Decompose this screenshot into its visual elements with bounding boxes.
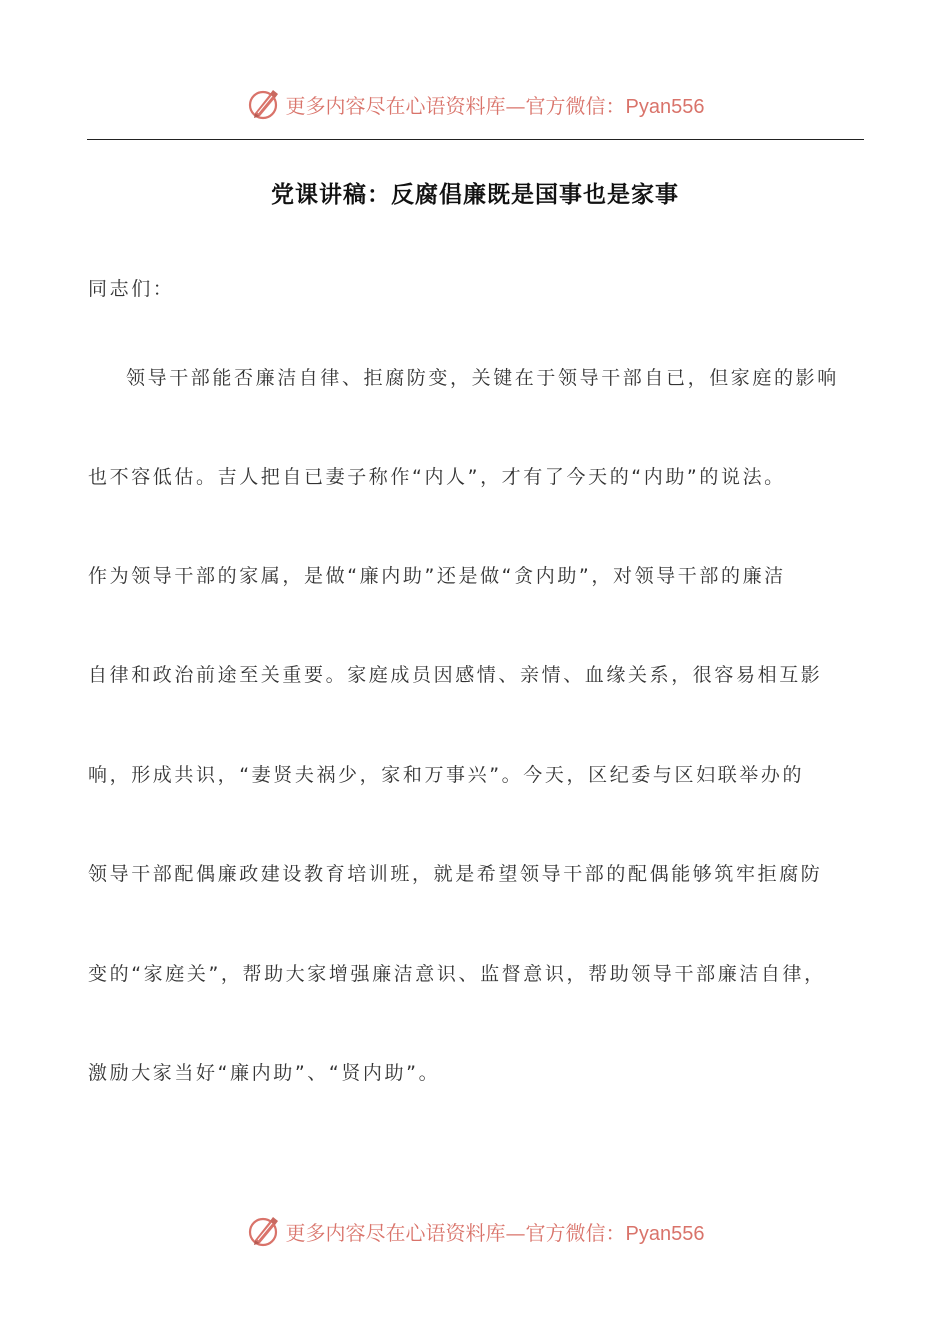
header-banner-text: 更多内容尽在心语资料库—官方微信：Pyan556 bbox=[285, 93, 705, 118]
paragraph-line: 激励大家当好“廉内助”、“贤内助”。 bbox=[88, 1062, 441, 1084]
document-title: 党课讲稿：反腐倡廉既是国事也是家事 bbox=[271, 182, 679, 208]
paragraph-line: 作为领导干部的家属，是做“廉内助”还是做“贪内助”，对领导干部的廉洁 bbox=[88, 565, 786, 587]
paragraph-line: 也不容低估。吉人把自已妻子称作“内人”，才有了今天的“内助”的说法。 bbox=[88, 466, 786, 488]
footer-banner bbox=[0, 1211, 950, 1251]
paragraph-line: 响，形成共识，“妻贤夫祸少，家和万事兴”。今天，区纪委与区妇联举办的 bbox=[88, 764, 805, 786]
paragraph-line: 领导干部能否廉洁自律、拒腐防变，关键在于领导干部自已，但家庭的影响 bbox=[126, 367, 839, 389]
wechat-handle: Pyan556 bbox=[625, 95, 705, 118]
footer-banner-text: 更多内容尽在心语资料库—官方微信：Pyan556 bbox=[285, 1220, 705, 1245]
header-banner bbox=[0, 84, 950, 124]
paragraph-line: 变的“家庭关”，帮助大家增强廉洁意识、监督意识，帮助领导干部廉洁自律， bbox=[88, 963, 826, 985]
pen-nib-icon bbox=[246, 1213, 282, 1249]
wechat-handle: Pyan556 bbox=[625, 1222, 705, 1245]
paragraph-line: 领导干部配偶廉政建设教育培训班，就是希望领导干部的配偶能够筑牢拒腐防 bbox=[88, 863, 823, 885]
header-divider bbox=[87, 139, 864, 140]
salutation: 同志们： bbox=[88, 278, 175, 300]
pen-nib-icon bbox=[246, 86, 282, 122]
paragraph-line: 自律和政治前途至关重要。家庭成员因感情、亲情、血缘关系，很容易相互影 bbox=[88, 664, 823, 686]
